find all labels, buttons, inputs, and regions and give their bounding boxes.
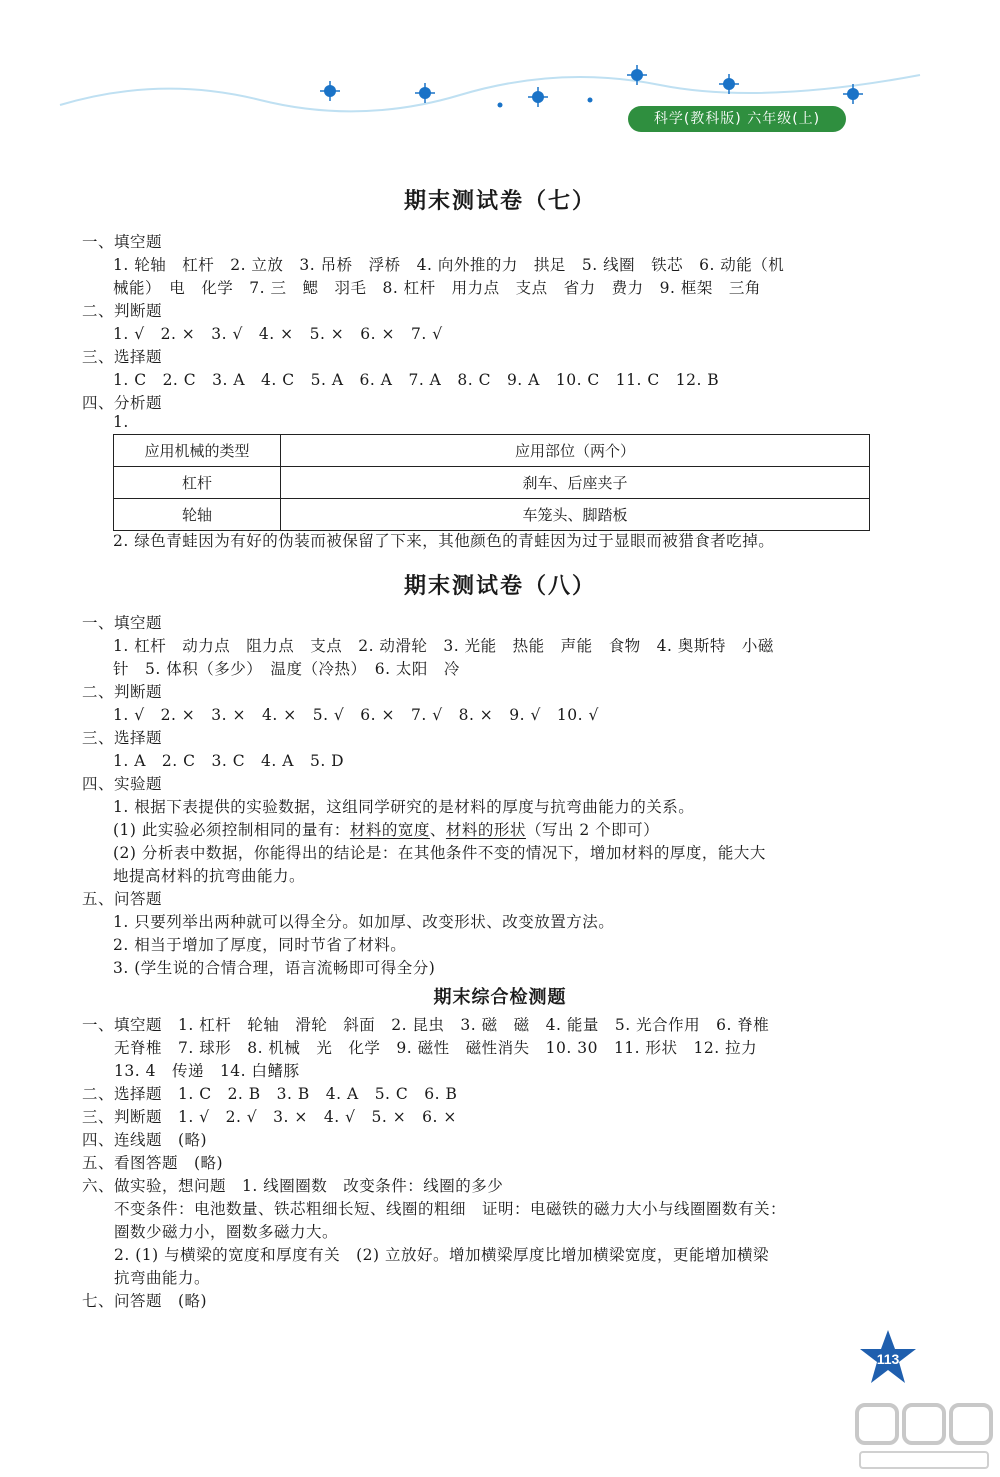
final-line: 三、判断题 1. √ 2. √ 3. × 4. √ 5. × 6. × [82, 1108, 457, 1126]
exam8-qa-line: 1. 只要列举出两种就可以得全分。如加厚、改变形状、改变放置方法。 [113, 913, 615, 931]
table-cell: 轮轴 [114, 499, 281, 531]
exam8-section3-answers: 1. A 2. C 3. C 4. A 5. D [113, 752, 345, 770]
exam7-section4-q1-label: 1. [113, 413, 129, 431]
exam7-section1-heading: 一、填空题 [82, 233, 163, 251]
exam7-section2-heading: 二、判断题 [82, 302, 163, 320]
exam8-section5-heading: 五、问答题 [82, 890, 163, 908]
final-line: 一、填空题 1. 杠杆 轮轴 滑轮 斜面 2. 昆虫 3. 磁 磁 4. 能量 5. 光合作用 6. 脊椎 [82, 1016, 770, 1034]
final-line: 无脊椎 7. 球形 8. 机械 光 化学 9. 磁性 磁性消失 10. 30 11. 形状 12. 拉力 [82, 1039, 758, 1057]
exam8-section2-heading: 二、判断题 [82, 683, 163, 701]
exam8-experiment-line: 1. 根据下表提供的实验数据，这组同学研究的是材料的厚度与抗弯曲能力的关系。 [113, 798, 695, 816]
table-cell: 车笼头、脚踏板 [281, 499, 870, 531]
exam8-qa-line: 2. 相当于增加了厚度，同时节省了材料。 [113, 936, 407, 954]
exam7-section1-line: 1. 轮轴 杠杆 2. 立放 3. 吊桥 浮桥 4. 向外推的力 拱足 5. 线圈 铁芯 6. 动能（机 [113, 256, 785, 274]
exam7-section2-answers: 1. √ 2. × 3. √ 4. × 5. × 6. × 7. √ [113, 325, 443, 343]
exam8-section3-heading: 三、选择题 [82, 729, 163, 747]
page-number: 113 [876, 1351, 900, 1367]
final-line: 四、连线题 (略) [82, 1131, 208, 1149]
final-line: 二、选择题 1. C 2. B 3. B 4. A 5. C 6. B [82, 1085, 458, 1103]
final-line: 圈数少磁力小，圈数多磁力大。 [82, 1223, 339, 1241]
exam8-qa-line: 3. (学生说的合情合理，语言流畅即可得全分) [113, 959, 436, 977]
final-line: 不变条件：电池数量、铁芯粗细长短、线圈的粗细 证明：电磁铁的磁力大小与线圈圈数有关： [82, 1200, 787, 1218]
subject-grade-badge: 科学(教科版) 六年级(上) [628, 106, 846, 132]
exam7-section3-answers: 1. C 2. C 3. A 4. C 5. A 6. A 7. A 8. C 9. A 10. C 11. C 12. B [113, 371, 720, 389]
page-number-star-icon [858, 1328, 918, 1386]
final-line: 抗弯曲能力。 [82, 1269, 211, 1287]
watermark-logo [852, 1400, 997, 1475]
table-header-cell: 应用机械的类型 [114, 435, 281, 467]
final-line: 七、问答题 (略) [82, 1292, 208, 1310]
exam8-experiment-line: 地提高材料的抗弯曲能力。 [113, 867, 306, 885]
exam8-experiment-line [113, 818, 659, 840]
text-segment: （写出 2 个即可） [525, 821, 660, 839]
exam8-section1-line: 1. 杠杆 动力点 阻力点 支点 2. 动滑轮 3. 光能 热能 声能 食物 4. 奥斯特 小磁 [113, 637, 774, 655]
table-header-row [114, 435, 870, 467]
final-line: 2. (1) 与横梁的宽度和厚度有关 (2) 立放好。增加横梁厚度比增加横梁宽度，更能增加横梁 [82, 1246, 769, 1264]
exam8-section1-heading: 一、填空题 [82, 614, 163, 632]
table-cell: 杠杆 [114, 467, 281, 499]
table-header-cell: 应用部位（两个） [281, 435, 870, 467]
exam7-section4-q2: 2. 绿色青蛙因为有好的伪装而被保留了下来，其他颜色的青蛙因为过于显眼而被猎食者吃掉。 [113, 532, 775, 550]
exam8-title: 期末测试卷（八） [403, 574, 596, 599]
table-row [114, 467, 870, 499]
exam7-section3-heading: 三、选择题 [82, 348, 163, 366]
machine-application-table [113, 434, 870, 531]
text-segment: (1) 此实验必须控制相同的量有： [113, 821, 350, 839]
exam7-section1-line: 械能） 电 化学 7. 三 鳃 羽毛 8. 杠杆 用力点 支点 省力 费力 9. 框架 三角 [113, 279, 761, 297]
exam7-title: 期末测试卷（七） [403, 189, 596, 214]
exam8-section4-heading: 四、实验题 [82, 775, 163, 793]
underlined-answer: 材料的宽度 [349, 821, 430, 839]
final-line: 五、看图答题 (略) [82, 1154, 224, 1172]
final-line: 六、做实验，想问题 1. 线圈圈数 改变条件：线圈的多少 [82, 1177, 504, 1195]
table-cell: 刹车、后座夹子 [281, 467, 870, 499]
exam7-section4-heading: 四、分析题 [82, 394, 163, 412]
text-segment: 、 [429, 821, 446, 839]
exam8-experiment-line: (2) 分析表中数据，你能得出的结论是：在其他条件不变的情况下，增加材料的厚度，能大大 [113, 844, 766, 862]
final-line: 13. 4 传递 14. 白鳍豚 [82, 1062, 300, 1080]
underlined-answer: 材料的形状 [445, 821, 526, 839]
exam8-section1-line: 针 5. 体积（多少） 温度（冷热） 6. 太阳 冷 [113, 660, 460, 678]
final-test-title: 期末综合检测题 [433, 987, 567, 1008]
exam8-section2-answers: 1. √ 2. × 3. × 4. × 5. √ 6. × 7. √ 8. × 9. √ 10. √ [113, 706, 599, 724]
table-row [114, 499, 870, 531]
